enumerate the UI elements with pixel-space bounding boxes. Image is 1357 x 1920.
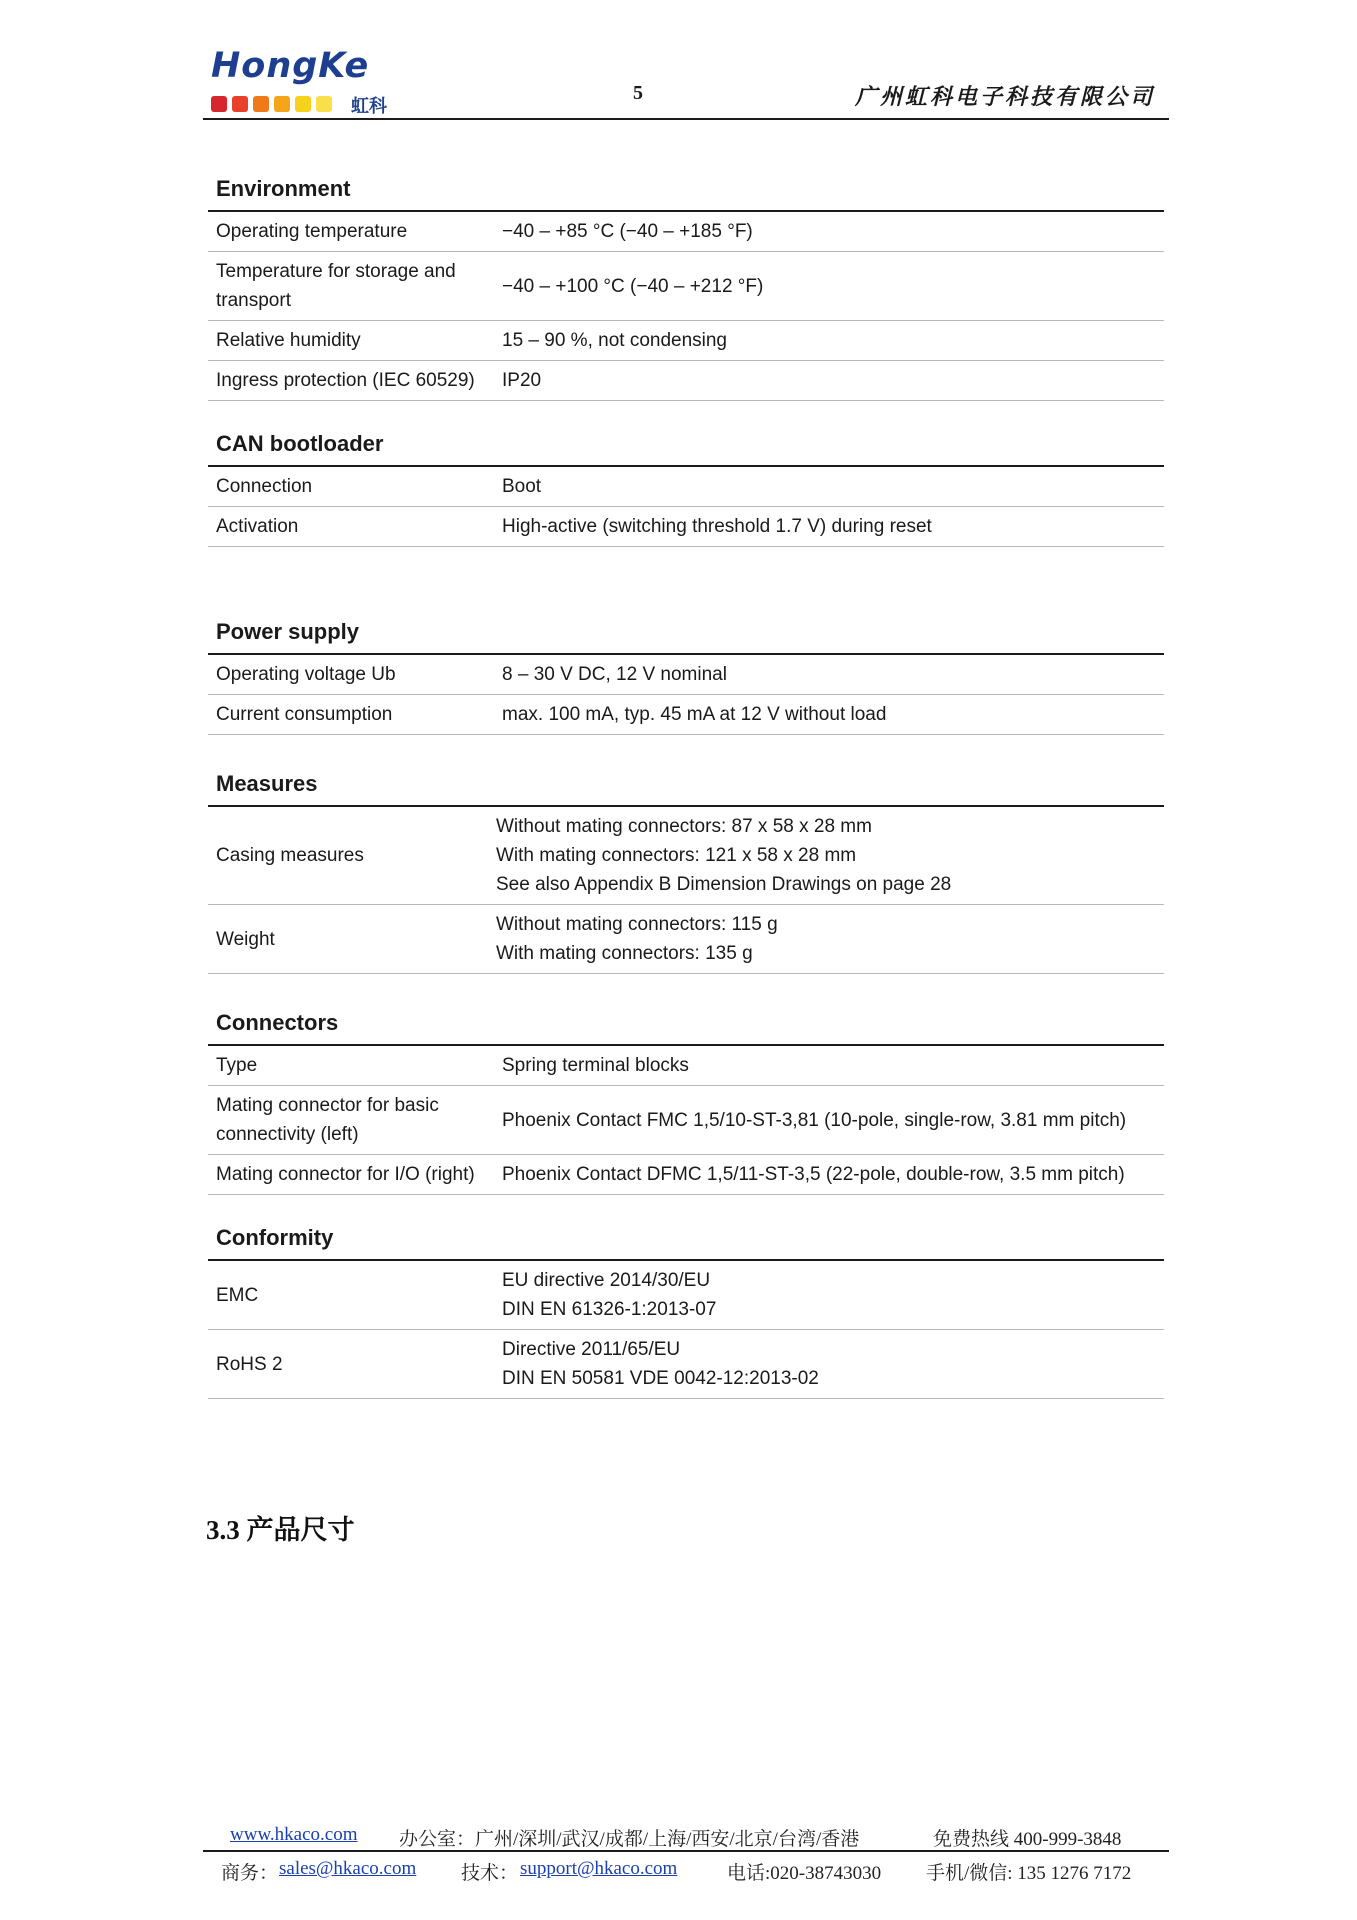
spec-value-line: Spring terminal blocks	[502, 1055, 689, 1076]
spec-row	[208, 1086, 1164, 1155]
page-header	[203, 40, 1169, 120]
spec-row	[208, 1046, 1164, 1086]
spec-value	[502, 1086, 1164, 1154]
spec-value	[496, 905, 1164, 973]
spec-value	[502, 252, 1164, 320]
spec-value	[502, 655, 1164, 694]
sales-label: 商务：	[221, 1863, 279, 1884]
spec-section	[208, 1217, 1164, 1399]
spec-value	[502, 507, 1164, 546]
logo-square	[316, 96, 332, 112]
support-email-link[interactable]: support@hkaco.com	[520, 1858, 678, 1879]
spec-value-line: IP20	[502, 370, 542, 391]
spec-value-line: See also Appendix B Dimension Drawings on page 28	[496, 874, 952, 895]
logo-chinese-name: 虹科	[351, 96, 387, 117]
spec-row	[208, 1330, 1164, 1399]
spec-tables	[208, 168, 1164, 1399]
spec-value	[502, 467, 1164, 506]
spec-value-line: DIN EN 61326-1:2013-07	[502, 1299, 717, 1320]
spec-value-line: Without mating connectors: 115 g	[496, 914, 778, 935]
spec-value-line: −40 – +85 °C (−40 – +185 °F)	[502, 221, 753, 242]
spec-label: Operating temperature	[216, 221, 408, 242]
spec-value-line: Directive 2011/65/EU	[502, 1339, 681, 1360]
section-spacer	[208, 974, 1164, 1002]
spec-value-line: max. 100 mA, typ. 45 mA at 12 V without load	[502, 704, 887, 725]
spec-value-line: −40 – +100 °C (−40 – +212 °F)	[502, 275, 764, 297]
spec-value-line: DIN EN 50581 VDE 0042-12:2013-02	[502, 1368, 819, 1389]
spec-label: Connection	[216, 476, 313, 497]
spec-label: Temperature for storage and transport	[216, 261, 456, 311]
spec-value	[496, 807, 1164, 904]
spec-row	[208, 252, 1164, 321]
logo-square	[295, 96, 311, 112]
spec-label: EMC	[216, 1284, 259, 1306]
spec-label: Weight	[216, 928, 275, 950]
spec-value-line: EU directive 2014/30/EU	[502, 1270, 711, 1291]
spec-value	[502, 695, 1164, 734]
logo-square	[253, 96, 269, 112]
spec-row	[208, 1261, 1164, 1330]
spec-value	[502, 1046, 1164, 1085]
footer-line-1	[203, 1818, 1169, 1852]
spec-row	[208, 905, 1164, 974]
section-spacer	[208, 401, 1164, 423]
spec-row	[208, 655, 1164, 695]
spec-row	[208, 321, 1164, 361]
spec-row	[208, 467, 1164, 507]
spec-row	[208, 212, 1164, 252]
section-title: Measures	[208, 763, 1164, 807]
spec-label: Activation	[216, 516, 299, 537]
spec-value	[502, 1330, 1164, 1398]
section-title: Conformity	[208, 1217, 1164, 1261]
spec-label: Relative humidity	[216, 330, 361, 351]
spec-value	[502, 321, 1164, 360]
spec-row	[208, 695, 1164, 735]
spec-value-line: Without mating connectors: 87 x 58 x 28 mm	[496, 816, 872, 837]
spec-value-line: With mating connectors: 121 x 58 x 28 mm	[496, 845, 857, 866]
section-spacer	[208, 547, 1164, 611]
spec-label: Mating connector for I/O (right)	[216, 1164, 475, 1185]
spec-label: Type	[216, 1055, 258, 1076]
website-link[interactable]: www.hkaco.com	[230, 1824, 358, 1845]
spec-value-line: High-active (switching threshold 1.7 V) during reset	[502, 516, 932, 537]
spec-label: Current consumption	[216, 704, 393, 725]
spec-value	[502, 361, 1164, 400]
spec-value-line: Boot	[502, 476, 542, 497]
section-heading-dimensions: 3.3 产品尺寸	[206, 1515, 355, 1545]
logo-square	[211, 96, 227, 112]
spec-label: Ingress protection (IEC 60529)	[216, 370, 475, 391]
spec-label: Mating connector for basic connectivity (left)	[216, 1095, 439, 1145]
spec-label: Casing measures	[216, 845, 364, 866]
spec-value-line: 15 – 90 %, not condensing	[502, 330, 728, 351]
spec-value-line: 8 – 30 V DC, 12 V nominal	[502, 664, 727, 685]
footer-line-2	[203, 1852, 1169, 1886]
logo-color-squares	[211, 96, 332, 112]
section-title: Power supply	[208, 611, 1164, 655]
spec-section	[208, 763, 1164, 974]
spec-section	[208, 423, 1164, 547]
logo-wordmark: HongKe	[211, 46, 370, 86]
spec-label: RoHS 2	[216, 1353, 283, 1375]
spec-value-line: Phoenix Contact DFMC 1,5/11-ST-3,5 (22-pole, double-row, 3.5 mm pitch)	[502, 1164, 1125, 1185]
spec-row	[208, 1155, 1164, 1195]
spec-row	[208, 361, 1164, 401]
logo-square	[232, 96, 248, 112]
spec-section	[208, 611, 1164, 735]
spec-value	[502, 212, 1164, 251]
spec-value	[502, 1261, 1164, 1329]
office-locations: 办公室：广州/深圳/武汉/成都/上海/西安/北京/台湾/香港	[399, 1829, 860, 1850]
company-name: 广州虹科电子科技有限公司	[854, 84, 1155, 109]
hotline: 免费热线 400-999-3848	[933, 1829, 1122, 1850]
spec-value	[502, 1155, 1164, 1194]
page-footer	[203, 1818, 1169, 1886]
spec-section	[208, 1002, 1164, 1195]
spec-row	[208, 507, 1164, 547]
spec-row	[208, 807, 1164, 905]
mobile-wechat: 手机/微信: 135 1276 7172	[926, 1863, 1132, 1884]
spec-value-line: Phoenix Contact FMC 1,5/10-ST-3,81 (10-pole, single-row, 3.81 mm pitch)	[502, 1109, 1127, 1131]
page-number: 5	[633, 82, 643, 104]
hongke-logo	[211, 46, 411, 117]
section-title: CAN bootloader	[208, 423, 1164, 467]
logo-square	[274, 96, 290, 112]
spec-value-line: With mating connectors: 135 g	[496, 943, 753, 964]
section-title: Connectors	[208, 1002, 1164, 1046]
phone-number: 电话:020-38743030	[727, 1863, 882, 1884]
section-spacer	[208, 735, 1164, 763]
spec-section	[208, 168, 1164, 401]
support-label: 技术：	[461, 1863, 519, 1884]
section-title: Environment	[208, 168, 1164, 212]
section-spacer	[208, 1195, 1164, 1217]
spec-label: Operating voltage Ub	[216, 664, 396, 685]
sales-email-link[interactable]: sales@hkaco.com	[279, 1858, 417, 1879]
